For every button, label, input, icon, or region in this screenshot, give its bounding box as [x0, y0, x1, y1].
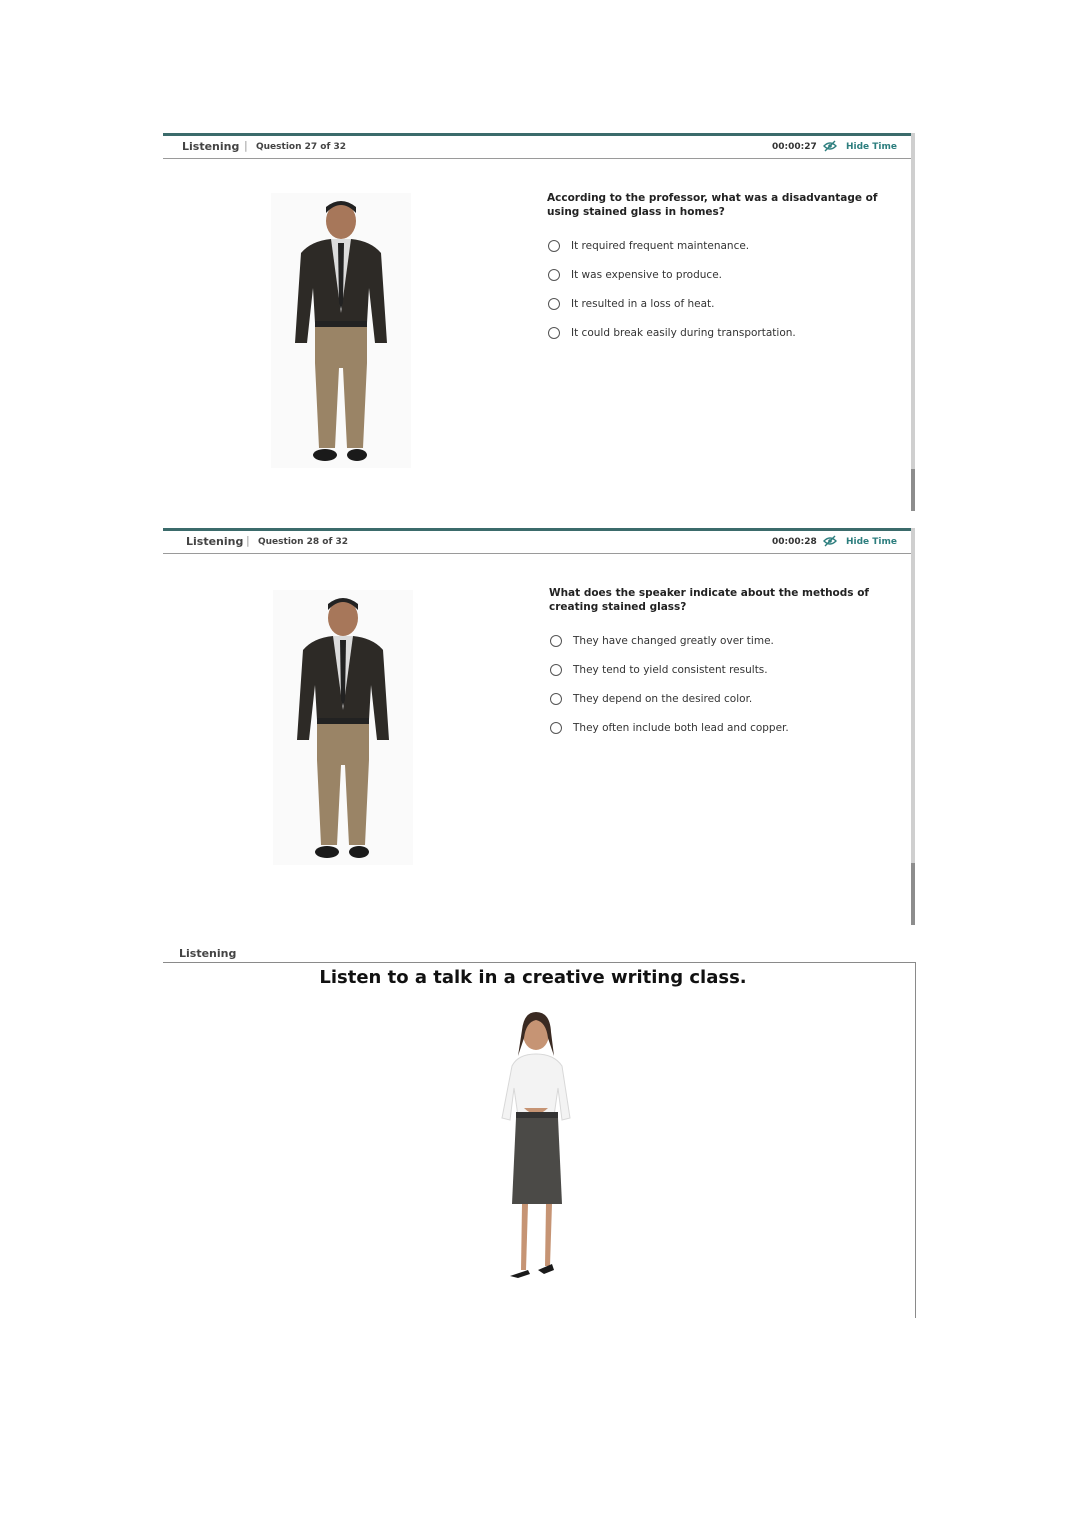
answer-option[interactable] — [550, 684, 789, 713]
option-label: They tend to yield consistent results. — [573, 663, 768, 676]
radio-button-icon[interactable] — [548, 298, 560, 310]
question-counter: Question 27 of 32 — [256, 142, 347, 152]
eye-slash-icon[interactable] — [823, 140, 837, 152]
top-bar — [163, 528, 911, 554]
hide-time-button[interactable]: Hide Time — [846, 537, 898, 547]
timer: 00:00:28 — [772, 537, 817, 547]
radio-button-icon[interactable] — [550, 664, 562, 676]
option-label: It required frequent maintenance. — [571, 239, 750, 252]
answer-option[interactable] — [550, 713, 789, 742]
radio-button-icon[interactable] — [548, 240, 560, 252]
radio-button-icon[interactable] — [550, 635, 562, 647]
answer-option[interactable] — [548, 260, 796, 289]
option-label: It could break easily during transportation. — [571, 326, 796, 339]
female-speaker-image — [488, 1008, 593, 1286]
right-border — [915, 962, 916, 1318]
divider: | — [244, 139, 248, 152]
section-title: Listening — [182, 140, 240, 153]
answer-options — [550, 626, 789, 742]
answer-option[interactable] — [548, 231, 796, 260]
male-speaker-image — [273, 590, 413, 865]
radio-button-icon[interactable] — [548, 269, 560, 281]
timer: 00:00:27 — [772, 142, 817, 152]
scrollbar-thumb[interactable] — [911, 863, 915, 925]
scrollbar-thumb[interactable] — [911, 469, 915, 511]
radio-button-icon[interactable] — [548, 327, 560, 339]
option-label: They often include both lead and copper. — [573, 721, 789, 734]
answer-option[interactable] — [550, 655, 789, 684]
question-screen-28 — [163, 528, 915, 925]
scrollbar[interactable] — [911, 528, 915, 925]
header-divider — [163, 962, 916, 963]
option-label: They depend on the desired color. — [573, 692, 753, 705]
answer-option[interactable] — [548, 289, 796, 318]
male-speaker-image — [271, 193, 411, 468]
option-label: It resulted in a loss of heat. — [571, 297, 715, 310]
divider: | — [246, 534, 250, 547]
question-screen-27 — [163, 133, 915, 511]
question-counter: Question 28 of 32 — [258, 537, 349, 547]
eye-slash-icon[interactable] — [823, 535, 837, 547]
option-label: It was expensive to produce. — [571, 268, 722, 281]
option-label: They have changed greatly over time. — [573, 634, 774, 647]
scrollbar[interactable] — [911, 133, 915, 511]
hide-time-button[interactable]: Hide Time — [846, 142, 898, 152]
section-title: Listening — [179, 947, 237, 960]
question-text: According to the professor, what was a disadvantage of using stained glass in homes? — [547, 192, 878, 218]
intro-heading: Listen to a talk in a creative writing class. — [319, 967, 747, 988]
radio-button-icon[interactable] — [550, 693, 562, 705]
answer-option[interactable] — [548, 318, 796, 347]
answer-option[interactable] — [550, 626, 789, 655]
radio-button-icon[interactable] — [550, 722, 562, 734]
answer-options — [548, 231, 796, 347]
question-text: What does the speaker indicate about the methods of creating stained glass? — [549, 587, 869, 613]
top-bar — [163, 133, 911, 159]
section-title: Listening — [186, 535, 244, 548]
